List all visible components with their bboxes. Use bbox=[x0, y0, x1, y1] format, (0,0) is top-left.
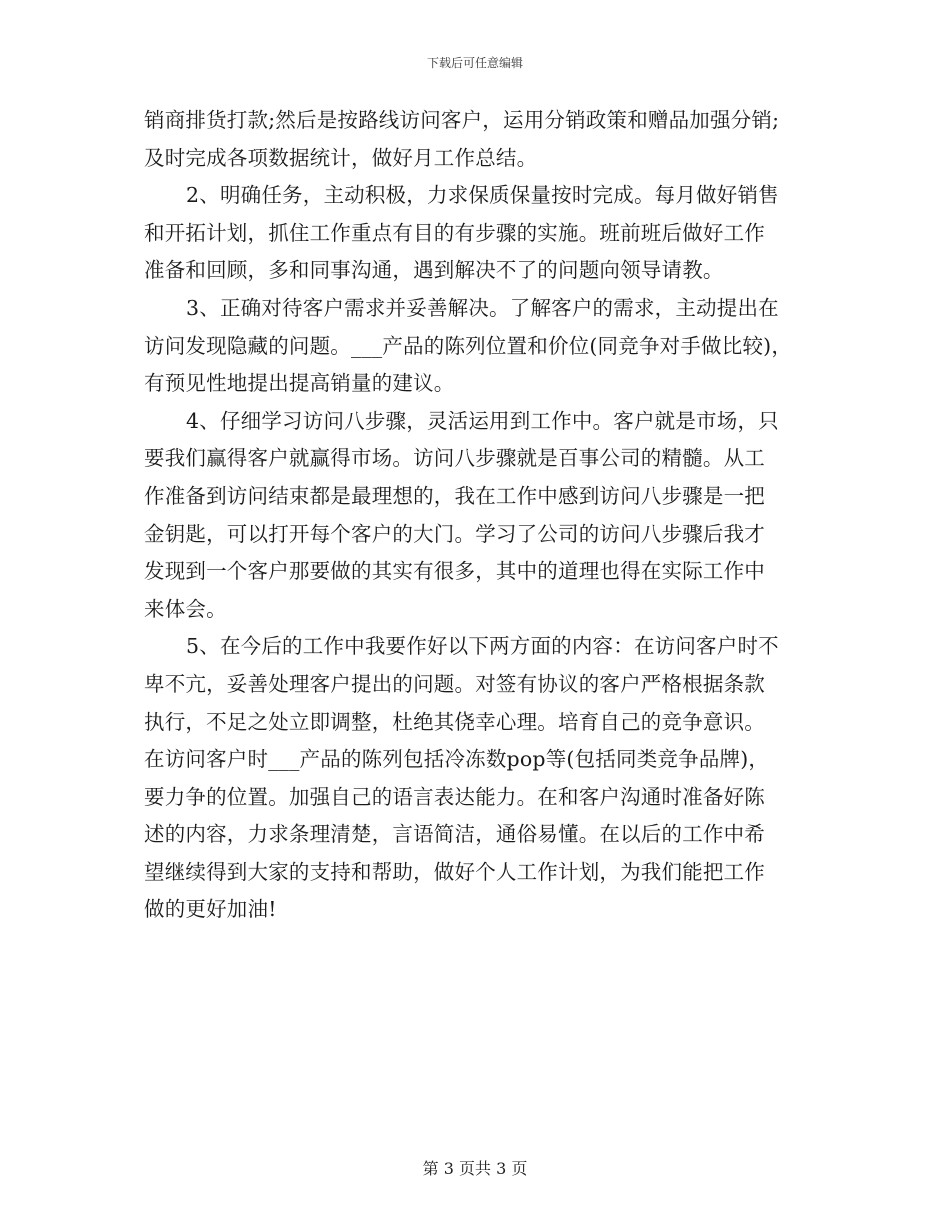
text-line: 在访问客户时___产品的陈列包括冷冻数pop等(包括同类竞争品牌)， bbox=[144, 747, 770, 772]
text-line: 2、明确任务，主动积极，力求保质保量按时完成。每月做好销售 bbox=[186, 183, 779, 208]
text-line: 5、在今后的工作中我要作好以下两方面的内容：在访问客户时不 bbox=[186, 634, 779, 659]
text-line: 发现到一个客户那要做的其实有很多，其中的道理也得在实际工作中 bbox=[144, 559, 765, 584]
text-line: 要我们赢得客户就赢得市场。访问八步骤就是百事公司的精髓。从工 bbox=[144, 446, 765, 471]
paragraph-5 bbox=[144, 628, 809, 929]
page-footer: 第 3 页共 3 页 bbox=[422, 1159, 528, 1178]
text-line: 卑不亢，妥善处理客户提出的问题。对签有协议的客户严格根据条款 bbox=[144, 671, 765, 696]
text-line: 及时完成各项数据统计，做好月工作总结。 bbox=[144, 145, 538, 170]
text-line: 4、仔细学习访问八步骤，灵活运用到工作中。客户就是市场，只 bbox=[186, 408, 779, 433]
text-line: 作准备到访问结束都是最理想的，我在工作中感到访问八步骤是一把 bbox=[144, 483, 765, 508]
text-line: 做的更好加油! bbox=[144, 897, 277, 922]
text-line: 要力争的位置。加强自己的语言表达能力。在和客户沟通时准备好陈 bbox=[144, 784, 765, 809]
text-line: 来体会。 bbox=[144, 596, 227, 621]
text-line: 和开拓计划，抓住工作重点有目的有步骤的实施。班前班后做好工作 bbox=[144, 220, 765, 245]
text-line: 3、正确对待客户需求并妥善解决。了解客户的需求，主动提出在 bbox=[186, 295, 779, 320]
text-line: 销商排货打款;然后是按路线访问客户，运用分销政策和赠品加强分销; bbox=[144, 108, 780, 132]
paragraph-2 bbox=[144, 177, 809, 290]
document-body bbox=[144, 102, 809, 929]
paragraph-3 bbox=[144, 290, 809, 403]
text-line: 述的内容，力求条理清楚，言语简洁，通俗易懂。在以后的工作中希 bbox=[144, 822, 765, 847]
page-header: 下载后可任意编辑 bbox=[426, 56, 523, 70]
text-line: 执行，不足之处立即调整，杜绝其侥幸心理。培育自己的竞争意识。 bbox=[144, 709, 765, 734]
text-line: 望继续得到大家的支持和帮助，做好个人工作计划，为我们能把工作 bbox=[144, 859, 765, 884]
text-line: 金钥匙，可以打开每个客户的大门。学习了公司的访问八步骤后我才 bbox=[144, 521, 765, 546]
paragraph-4 bbox=[144, 403, 809, 629]
text-line: 准备和回顾，多和同事沟通，遇到解决不了的问题向领导请教。 bbox=[144, 258, 724, 283]
text-line: 访问发现隐藏的问题。___产品的陈列位置和价位(同竞争对手做比较)， bbox=[144, 333, 793, 358]
text-line: 有预见性地提出提高销量的建议。 bbox=[144, 371, 455, 396]
paragraph-1 bbox=[144, 102, 809, 177]
